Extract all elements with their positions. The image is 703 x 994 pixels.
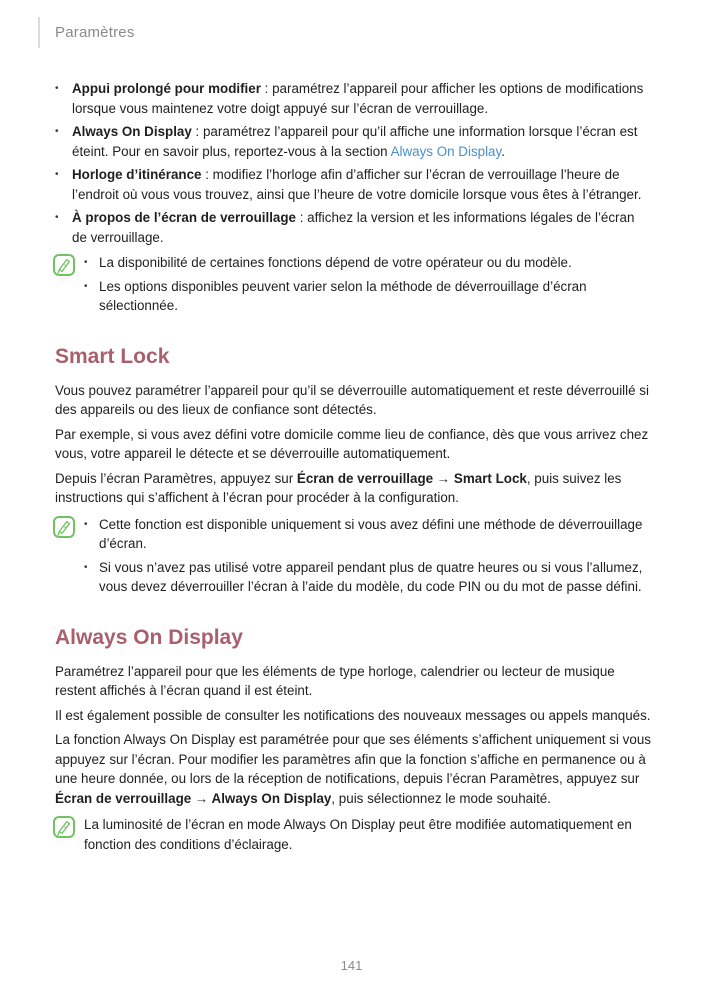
bullet-marker (84, 253, 99, 273)
option-description: : paramétrez l’appareil pour qu’il affiche une information lorsque l’écran est éteint. Pour en savoir plus, reportez-vous à la section (72, 124, 638, 159)
smart-lock-paragraph-3 (55, 469, 651, 508)
chapter-title: Paramètres (55, 24, 135, 41)
pencil-note-icon (53, 516, 75, 538)
note-item-text: Cette fonction est disponible uniquement si vous avez défini une méthode de déverrouillage d’écran. (99, 516, 643, 551)
menu-path: Écran de verrouillage → Smart Lock (296, 470, 527, 486)
option-description-end: . (501, 143, 505, 159)
bullet-marker (55, 165, 72, 204)
header-divider (38, 17, 40, 48)
aod-paragraph-2: Il est également possible de consulter les notifications des nouveaux messages ou appels manqués. (55, 707, 651, 723)
pencil-note-icon (53, 816, 75, 838)
bullet-text (72, 165, 651, 204)
bullet-appui-prolonge (55, 79, 651, 118)
note-item-text: La disponibilité de certaines fonctions dépend de votre opérateur ou du modèle. (99, 255, 572, 270)
bullet-marker (84, 558, 99, 597)
instruction-text-end: , puis sélectionnez le mode souhaité. (331, 790, 551, 806)
always-on-display-link[interactable]: Always On Display (390, 143, 502, 159)
lock-screen-options-list (55, 79, 651, 247)
page-header (38, 17, 135, 48)
bullet-marker (55, 79, 72, 118)
menu-path: Écran de verrouillage → Always On Display (55, 790, 332, 806)
bullet-horloge-itinerance (55, 165, 651, 204)
option-description: : modifiez l’horloge afin d’afficher sur l’écran de verrouillage l’heure de l’endroit où vous vous trouvez, ainsi que l’heure de votre domicile lorsque vous êtes à l’étranger. (72, 167, 642, 202)
bullet-always-on-display (55, 122, 651, 161)
page-content (55, 79, 651, 854)
note-item (84, 558, 651, 597)
bullet-marker (84, 277, 99, 316)
instruction-text-end: , puis suivez les instructions qui s’affichent à l’écran pour procéder à la configuration. (55, 470, 622, 505)
option-description: : affichez la version et les informations légales de l’écran de verrouillage. (72, 210, 635, 245)
smart-lock-paragraph-2: Par exemple, si vous avez défini votre domicile comme lieu de confiance, dès que vous arrivez chez vous, votre appareil le détecte et se déverrouille automatiquement. (55, 426, 649, 461)
section-title-smart-lock: Smart Lock (55, 344, 170, 368)
note-item-text: Les options disponibles peuvent varier selon la méthode de déverrouillage d’écran sélectionnée. (99, 278, 587, 313)
bullet-text (72, 208, 651, 247)
option-name: À propos de l’écran de verrouillage (72, 210, 296, 225)
section-title-always-on-display: Always On Display (55, 625, 243, 649)
pencil-note-icon (53, 254, 75, 276)
option-name: Always On Display (72, 124, 192, 139)
bullet-a-propos-ecran-verrouillage (55, 208, 651, 247)
bullet-text (72, 79, 651, 118)
note-item (84, 253, 651, 273)
note-item-text: Si vous n’avez pas utilisé votre appareil pendant plus de quatre heures ou si vous l’allumez, vous devez déverrouiller l’écran à l’aide du modèle, du code PIN ou du mot de passe défini. (99, 559, 643, 594)
note-content (84, 815, 651, 854)
bullet-text (72, 122, 651, 161)
aod-paragraph-3 (55, 730, 651, 808)
smart-lock-paragraph-1: Vous pouvez paramétrer l’appareil pour qu’il se déverrouille automatiquement et reste déverrouillé si des appareils ou des lieux de confiance sont détectés. (55, 382, 649, 417)
note-content (84, 253, 651, 320)
option-description: : paramétrez l’appareil pour afficher les options de modifications lorsque vous maintenez votre doigt appuyé sur l’écran de verrouillage. (72, 81, 644, 116)
note-item (84, 515, 651, 554)
option-name: Appui prolongé pour modifier (72, 81, 261, 96)
bullet-marker (55, 208, 72, 247)
note-content (84, 515, 651, 601)
note-item (84, 277, 651, 316)
note-availability (53, 251, 651, 320)
note-item-text: La luminosité de l’écran en mode Always On Display peut être modifiée automatiquement en fonction des conditions d’éclairage. (84, 817, 632, 852)
note-smart-lock-conditions (53, 513, 651, 601)
note-aod-brightness (53, 813, 651, 854)
bullet-marker (55, 122, 72, 161)
aod-paragraph-1: Paramétrez l’appareil pour que les éléments de type horloge, calendrier ou lecteur de musique restent affichés à l’écran quand il est éteint. (55, 663, 615, 698)
option-name: Horloge d’itinérance (72, 167, 202, 182)
page-number: 141 (340, 958, 363, 973)
bullet-marker (84, 515, 99, 554)
instruction-text: La fonction Always On Display est paramétrée pour que ses éléments s’affichent uniquement si vous appuyez sur l’écran. Pour modifier les paramètres afin que la fonction s’affiche en permanence ou à une heure donnée, ou lors de la réception de notifications, depuis l’écran Paramètres, appuyez sur (55, 732, 651, 786)
instruction-text: Depuis l’écran Paramètres, appuyez sur (55, 470, 297, 486)
